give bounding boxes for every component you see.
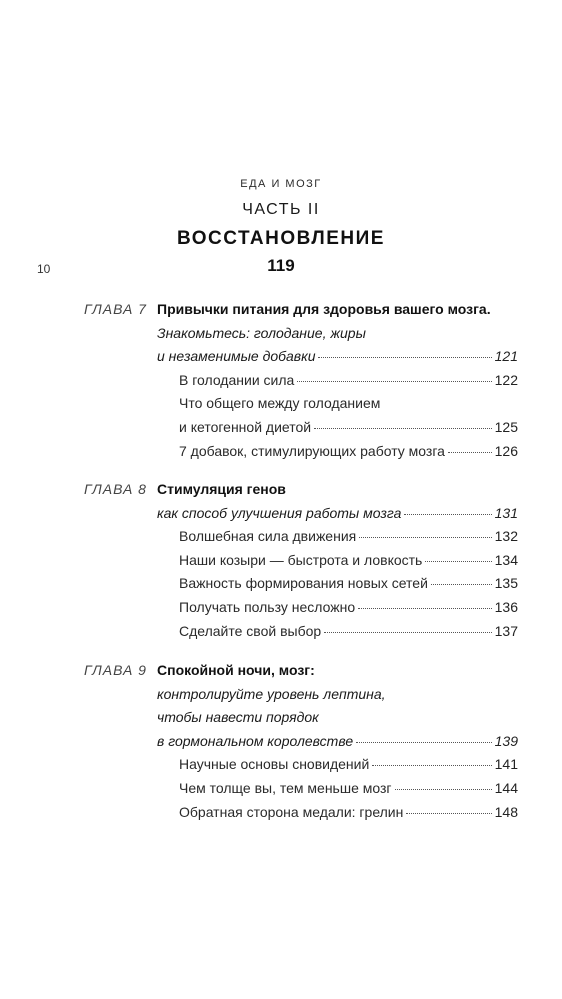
page-number: 141 [494, 756, 518, 773]
dot-leader [372, 765, 491, 766]
section-entry[interactable] [179, 596, 518, 618]
chapter-subtitle-line: контролируйте уровень лептина, [157, 685, 386, 702]
entry-title: Научные основы сновидений [179, 756, 370, 773]
dot-leader [425, 561, 491, 562]
section-entry[interactable] [179, 753, 518, 775]
chapter-title: Стимуляция генов [157, 481, 286, 497]
chapter-entry[interactable] [157, 502, 518, 524]
section-entry[interactable] [179, 801, 518, 823]
entry-title: Наши козыри — быстрота и ловкость [179, 551, 423, 568]
page-number: 135 [494, 575, 518, 592]
part-title: ВОССТАНОВЛЕНИЕ [177, 228, 385, 249]
entry-title: и незаменимые добавки [157, 348, 316, 365]
chapter-entry[interactable] [157, 730, 518, 752]
page-number: 148 [494, 803, 518, 820]
entry-title: Сделайте свой выбор [179, 622, 322, 639]
dot-leader [358, 608, 492, 609]
dot-leader [314, 428, 492, 429]
section-entry[interactable] [179, 416, 518, 438]
entry-title: Волшебная сила движения [179, 528, 357, 545]
entry-title: Получать пользу несложно [179, 599, 356, 615]
section-title-line: Что общего между голоданием [179, 395, 381, 412]
dot-leader [431, 584, 492, 585]
dot-leader [324, 632, 491, 633]
section-entry[interactable] [179, 369, 518, 391]
chapter-subtitle-line: Знакомьтесь: голодание, жиры [157, 324, 366, 341]
section-entry[interactable] [179, 777, 518, 799]
chapter-label: ГЛАВА 8 [84, 481, 147, 497]
section-entry[interactable] [179, 620, 518, 642]
page-folio: 10 [37, 262, 51, 276]
running-head: ЕДА И МОЗГ [240, 178, 322, 190]
chapter-title: Спокойной ночи, мозг: [157, 662, 315, 678]
section-entry[interactable] [179, 440, 518, 462]
dot-leader [356, 742, 492, 743]
chapter-label: ГЛАВА 9 [84, 662, 147, 678]
page-number: 125 [494, 419, 518, 435]
entry-title: В голодании сила [179, 371, 295, 388]
entry-title: и кетогенной диетой [179, 419, 312, 435]
page-number: 139 [494, 732, 518, 749]
chapter-subtitle-line: чтобы навести порядок [157, 709, 319, 726]
dot-leader [404, 514, 491, 515]
part-page-number: 119 [267, 256, 295, 275]
page-number: 122 [494, 371, 518, 388]
entry-title: Важность формирования новых сетей [179, 575, 428, 592]
dot-leader [318, 357, 491, 358]
page-number: 131 [494, 504, 518, 521]
page-number: 144 [494, 780, 518, 796]
page-number: 121 [494, 348, 518, 365]
section-entry[interactable] [179, 525, 518, 547]
chapter-title: Привычки питания для здоровья вашего мозга. [157, 301, 491, 317]
page-number: 132 [494, 528, 518, 545]
entry-title: в гормональном королевстве [157, 732, 354, 749]
section-entry[interactable] [179, 572, 518, 594]
dot-leader [395, 789, 492, 790]
chapter-entry[interactable] [157, 345, 518, 367]
dot-leader [297, 381, 491, 382]
dot-leader [448, 452, 492, 453]
chapter-label: ГЛАВА 7 [84, 301, 147, 317]
page-number: 136 [494, 599, 518, 615]
dot-leader [406, 813, 491, 814]
page-number: 137 [494, 622, 518, 639]
page-number: 134 [494, 551, 518, 568]
entry-title: Обратная сторона медали: грелин [179, 803, 404, 820]
dot-leader [359, 537, 491, 538]
entry-title: как способ улучшения работы мозга [157, 504, 402, 521]
part-label: ЧАСТЬ II [242, 201, 320, 218]
section-entry[interactable] [179, 549, 518, 571]
page-number: 126 [494, 442, 518, 459]
entry-title: 7 добавок, стимулирующих работу мозга [179, 442, 445, 459]
entry-title: Чем толще вы, тем меньше мозг [179, 780, 392, 796]
